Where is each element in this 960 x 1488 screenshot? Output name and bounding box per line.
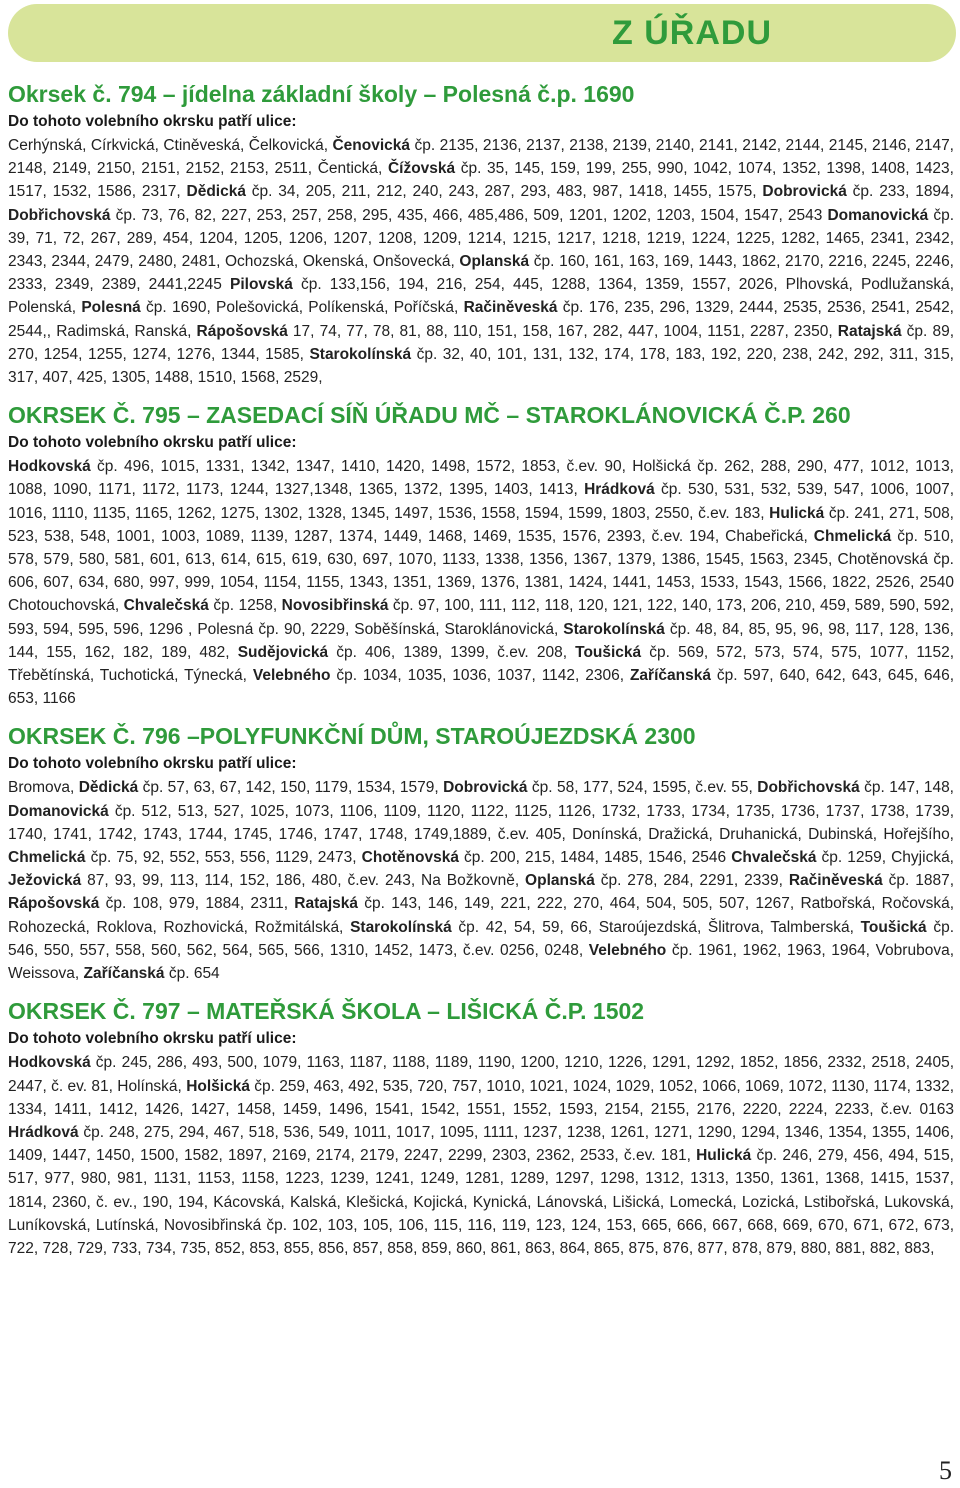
- street-name-bold: Rápošovská: [8, 895, 100, 913]
- street-name-bold: Račiněveská: [788, 872, 883, 890]
- section-subheading: Do tohoto volebního okrsku patří ulice:: [8, 113, 297, 130]
- street-name-bold: Zaříčanská: [83, 965, 165, 983]
- street-name-bold: Domanovická: [8, 802, 109, 820]
- page-title: Z ÚŘADU: [612, 14, 772, 52]
- section-796: [8, 720, 954, 985]
- header-banner: [8, 4, 956, 62]
- street-name-bold: Hodkovská: [8, 458, 91, 476]
- street-name-bold: Čenovická: [332, 137, 411, 154]
- street-name-bold: Toušická: [575, 643, 642, 661]
- street-name-bold: Hulická: [769, 504, 825, 522]
- street-name-bold: Starokolínská: [350, 918, 452, 936]
- street-name-bold: Chmelická: [8, 849, 86, 867]
- section-794: [8, 78, 954, 389]
- section-heading: OKRSEK Č. 796 –POLYFUNKČNÍ DŮM, STAROÚJEZDSKÁ 2300: [8, 723, 696, 750]
- street-name-bold: Ježovická: [8, 872, 82, 890]
- street-name-bold: Chvalečská: [123, 597, 209, 615]
- street-name-bold: Chmelická: [813, 527, 892, 545]
- street-list: Hodkovská čp. 245, 286, 493, 500, 1079, 1163, 1187, 1188, 1189, 1190, 1200, 1210, 1226, 1291, 1292, 1852, 1856, 2332, 2518, 2405, 2447, č. ev. 81, Holínská, Holšická čp. 259, 463, 492, 535, 720, 757, 1010, 1021, 1024, 1029, 1052, 1066, 1069, 1072, 1130, 1174, 1332, 1334, 1411, 1412, 1426, 1427, 1458, 1459, 1496, 1541, 1542, 1551, 1552, 1593, 2154, 2155, 2176, 2220, 2224, 2233, č.ev. 0163 Hrádková čp. 248, 275, 294, 467, 518, 536, 549, 1011, 1017, 1095, 1111, 1237, 1238, 1261, 1271, 1290, 1294, 1346, 1354, 1355, 1406, 1409, 1447, 1450, 1500, 1582, 1897, 2169, 2174, 2179, 2247, 2299, 2303, 2362, 2533, č.ev. 181, Hulická čp. 246, 279, 456, 494, 515, 517, 977, 980, 981, 1131, 1153, 1158, 1223, 1239, 1241, 1249, 1281, 1289, 1297, 1298, 1312, 1313, 1350, 1361, 1368, 1415, 1537, 1814, 2360, č. ev., 190, 194, Kácovská, Kalská, Klešická, Kojická, Kynická, Lánovská, Lišická, Lomecká, Lozická, Lstibořská, Lukovská, Luníkovská, Lutínská, Novosibřinská čp. 102, 103, 105, 106, 115, 116, 119, 123, 124, 153, 665, 666, 667, 668, 669, 670, 671, 672, 673, 722, 728, 729, 733, 734, 735, 852, 853, 855, 856, 857, 858, 859, 860, 861, 863, 864, 865, 875, 876, 877, 878, 879, 880, 881, 882, 883,: [8, 1054, 955, 1257]
- street-name-bold: Hulická: [696, 1147, 752, 1165]
- street-name-bold: Hrádková: [8, 1123, 79, 1141]
- street-name-bold: Polesná: [81, 299, 141, 317]
- street-name-bold: Čížovská: [387, 160, 456, 178]
- section-797: [8, 995, 954, 1260]
- street-name-bold: Zaříčanská: [629, 667, 711, 685]
- street-name-bold: Domanovická: [827, 206, 929, 224]
- street-name-bold: Rápošovská: [196, 322, 288, 340]
- street-list: Bromova, Dědická čp. 57, 63, 67, 142, 150, 1179, 1534, 1579, Dobrovická čp. 58, 177, 524, 1595, č.ev. 55, Dobřichovská čp. 147, 148, Domanovická čp. 512, 513, 527, 1025, 1073, 1106, 1109, 1120, 1122, 1125, 1126, 1732, 1733, 1734, 1735, 1736, 1737, 1738, 1739, 1740, 1741, 1742, 1743, 1744, 1745, 1746, 1747, 1748, 1749,1889, č.ev. 405, Donínská, Dražická, Druhanická, Dubinská, Hořejšího, Chmelická čp. 75, 92, 552, 553, 556, 1129, 2473, Chotěnovská čp. 200, 215, 1484, 1485, 1546, 2546 Chvalečská čp. 1259, Chyjická, Ježovická 87, 93, 99, 113, 114, 152, 186, 480, č.ev. 243, Na Božkovně, Oplanská čp. 278, 284, 2291, 2339, Račiněveská čp. 1887, Rápošovská čp. 108, 979, 1884, 2311, Ratajská čp. 143, 146, 149, 221, 222, 270, 464, 504, 505, 507, 1267, Ratbořská, Ročovská, Rohozecká, Roklova, Rozhovická, Rožmitálská, Starokolínská čp. 42, 54, 59, 66, Staroújezdská, Šlitrova, Talmberská, Toušická čp. 546, 550, 557, 558, 560, 562, 564, 565, 566, 1310, 1452, 1473, č.ev. 0256, 0248, Velebného čp. 1961, 1962, 1963, 1964, Vobrubova, Weissova, Zaříčanská čp. 654: [8, 779, 955, 983]
- street-name-bold: Velebného: [252, 667, 331, 685]
- page-number: 5: [939, 1456, 952, 1485]
- street-name-bold: Dobrovická: [762, 183, 847, 201]
- street-name-bold: Sudějovická: [237, 643, 329, 661]
- street-name-bold: Toušická: [860, 918, 927, 936]
- street-list: Cerhýnská, Církvická, Ctiněveská, Čelkovická, Čenovická čp. 2135, 2136, 2137, 2138, 2139, 2140, 2141, 2142, 2144, 2145, 2146, 2147, 2148, 2149, 2150, 2151, 2152, 2153, 2511, Čentická, Čížovská čp. 35, 145, 159, 199, 255, 990, 1042, 1074, 1352, 1398, 1408, 1423, 1517, 1532, 1586, 2317, Dědická čp. 34, 205, 211, 212, 240, 243, 287, 293, 483, 987, 1418, 1455, 1575, Dobrovická čp. 233, 1894, Dobřichovská čp. 73, 76, 82, 227, 253, 257, 258, 295, 435, 466, 485,486, 509, 1201, 1202, 1203, 1504, 1547, 2543 Domanovická čp. 39, 71, 72, 267, 289, 454, 1204, 1205, 1206, 1207, 1208, 1209, 1214, 1215, 1217, 1218, 1219, 1224, 1225, 1282, 1465, 2341, 2342, 2343, 2344, 2479, 2480, 2481, Ochozská, Okenská, Onšovecká, Oplanská čp. 160, 161, 163, 169, 1443, 1862, 2170, 2216, 2245, 2246, 2333, 2349, 2389, 2441,2245 Pilovská čp. 133,156, 194, 216, 254, 445, 1288, 1364, 1359, 1557, 2026, Plhovská, Podlužanská, Polenská, Polesná čp. 1690, Polešovická, Políkenská, Poříčská, Račiněveská čp. 176, 235, 296, 1329, 2444, 2535, 2536, 2541, 2542, 2544,, Radimská, Ranská, Rápošovská 17, 74, 77, 78, 81, 88, 110, 151, 158, 167, 282, 447, 1004, 1151, 2287, 2350, Ratajská čp. 89, 270, 1254, 1255, 1274, 1276, 1344, 1585, Starokolínská čp. 32, 40, 101, 131, 132, 174, 178, 183, 192, 220, 238, 242, 292, 311, 315, 317, 407, 425, 1305, 1488, 1510, 1568, 2529,: [8, 137, 955, 387]
- street-name-bold: Ratajská: [294, 895, 359, 913]
- street-name-bold: Dobřichovská: [8, 206, 111, 224]
- street-name-bold: Račiněveská: [463, 299, 558, 317]
- street-name-bold: Oplanská: [525, 872, 595, 890]
- section-heading: Okrsek č. 794 – jídelna základní školy – Polesná č.p. 1690: [8, 81, 635, 107]
- section-795: [8, 399, 954, 710]
- street-name-bold: Dobrovická: [443, 779, 528, 797]
- section-heading: OKRSEK Č. 797 – MATEŘSKÁ ŠKOLA – LIŠICKÁ Č.P. 1502: [8, 998, 645, 1025]
- section-subheading: Do tohoto volebního okrsku patří ulice:: [8, 755, 297, 773]
- section-subheading: Do tohoto volebního okrsku patří ulice:: [8, 434, 297, 452]
- street-name-bold: Chvalečská: [731, 849, 817, 867]
- section-subheading: Do tohoto volebního okrsku patří ulice:: [8, 1030, 297, 1048]
- section-heading: OKRSEK Č. 795 – ZASEDACÍ SÍŇ ÚŘADU MČ – STAROKLÁNOVICKÁ Č.P. 260: [8, 402, 851, 429]
- street-name-bold: Dobřichovská: [757, 779, 860, 797]
- street-name-bold: Starokolínská: [309, 345, 412, 363]
- street-name-bold: Chotěnovská: [361, 849, 459, 867]
- street-name-bold: Dědická: [78, 779, 139, 797]
- street-name-bold: Novosibřinská: [281, 597, 389, 615]
- street-name-bold: Ratajská: [837, 322, 902, 340]
- street-name-bold: Holšická: [186, 1077, 250, 1095]
- street-name-bold: Hrádková: [584, 481, 655, 499]
- street-name-bold: Dědická: [186, 183, 246, 201]
- street-name-bold: Starokolínská: [563, 620, 665, 638]
- document-body: [8, 78, 954, 1260]
- street-name-bold: Velebného: [588, 941, 667, 959]
- street-name-bold: Hodkovská: [8, 1054, 91, 1072]
- street-name-bold: Oplanská: [459, 253, 530, 271]
- street-list: Hodkovská čp. 496, 1015, 1331, 1342, 1347, 1410, 1420, 1498, 1572, 1853, č.ev. 90, Holšická čp. 262, 288, 290, 477, 1012, 1013, 1088, 1090, 1171, 1172, 1173, 1244, 1327,1348, 1365, 1372, 1395, 1403, 1413, Hrádková čp. 530, 531, 532, 539, 547, 1006, 1007, 1016, 1110, 1135, 1165, 1262, 1275, 1302, 1328, 1345, 1497, 1536, 1558, 1594, 1599, 1803, 2550, č.ev. 183, Hulická čp. 241, 271, 508, 523, 538, 548, 1001, 1003, 1089, 1139, 1287, 1374, 1449, 1468, 1469, 1535, 1576, 2393, č.ev. 194, Chabeřická, Chmelická čp. 510, 578, 579, 580, 581, 601, 613, 614, 615, 619, 630, 697, 1070, 1133, 1338, 1356, 1367, 1379, 1386, 1545, 1563, 2345, Chotěnovská čp. 606, 607, 634, 680, 997, 999, 1054, 1154, 1155, 1343, 1351, 1369, 1376, 1381, 1424, 1441, 1453, 1533, 1543, 1566, 1822, 2526, 2540 Chotouchovská, Chvalečská čp. 1258, Novosibřinská čp. 97, 100, 111, 112, 118, 120, 121, 122, 140, 173, 206, 210, 459, 589, 590, 592, 593, 594, 595, 596, 1296 , Polesná čp. 90, 2229, Soběšínská, Staroklánovická, Starokolínská čp. 48, 84, 85, 95, 96, 98, 117, 128, 136, 144, 155, 162, 182, 189, 482, Sudějovická čp. 406, 1389, 1399, č.ev. 208, Toušická čp. 569, 572, 573, 574, 575, 1077, 1152, Třebětínská, Tuchotická, Týnecká, Velebného čp. 1034, 1035, 1036, 1037, 1142, 2306, Zaříčanská čp. 597, 640, 642, 643, 645, 646, 653, 1166: [8, 458, 955, 708]
- street-name-bold: Pilovská: [230, 276, 293, 294]
